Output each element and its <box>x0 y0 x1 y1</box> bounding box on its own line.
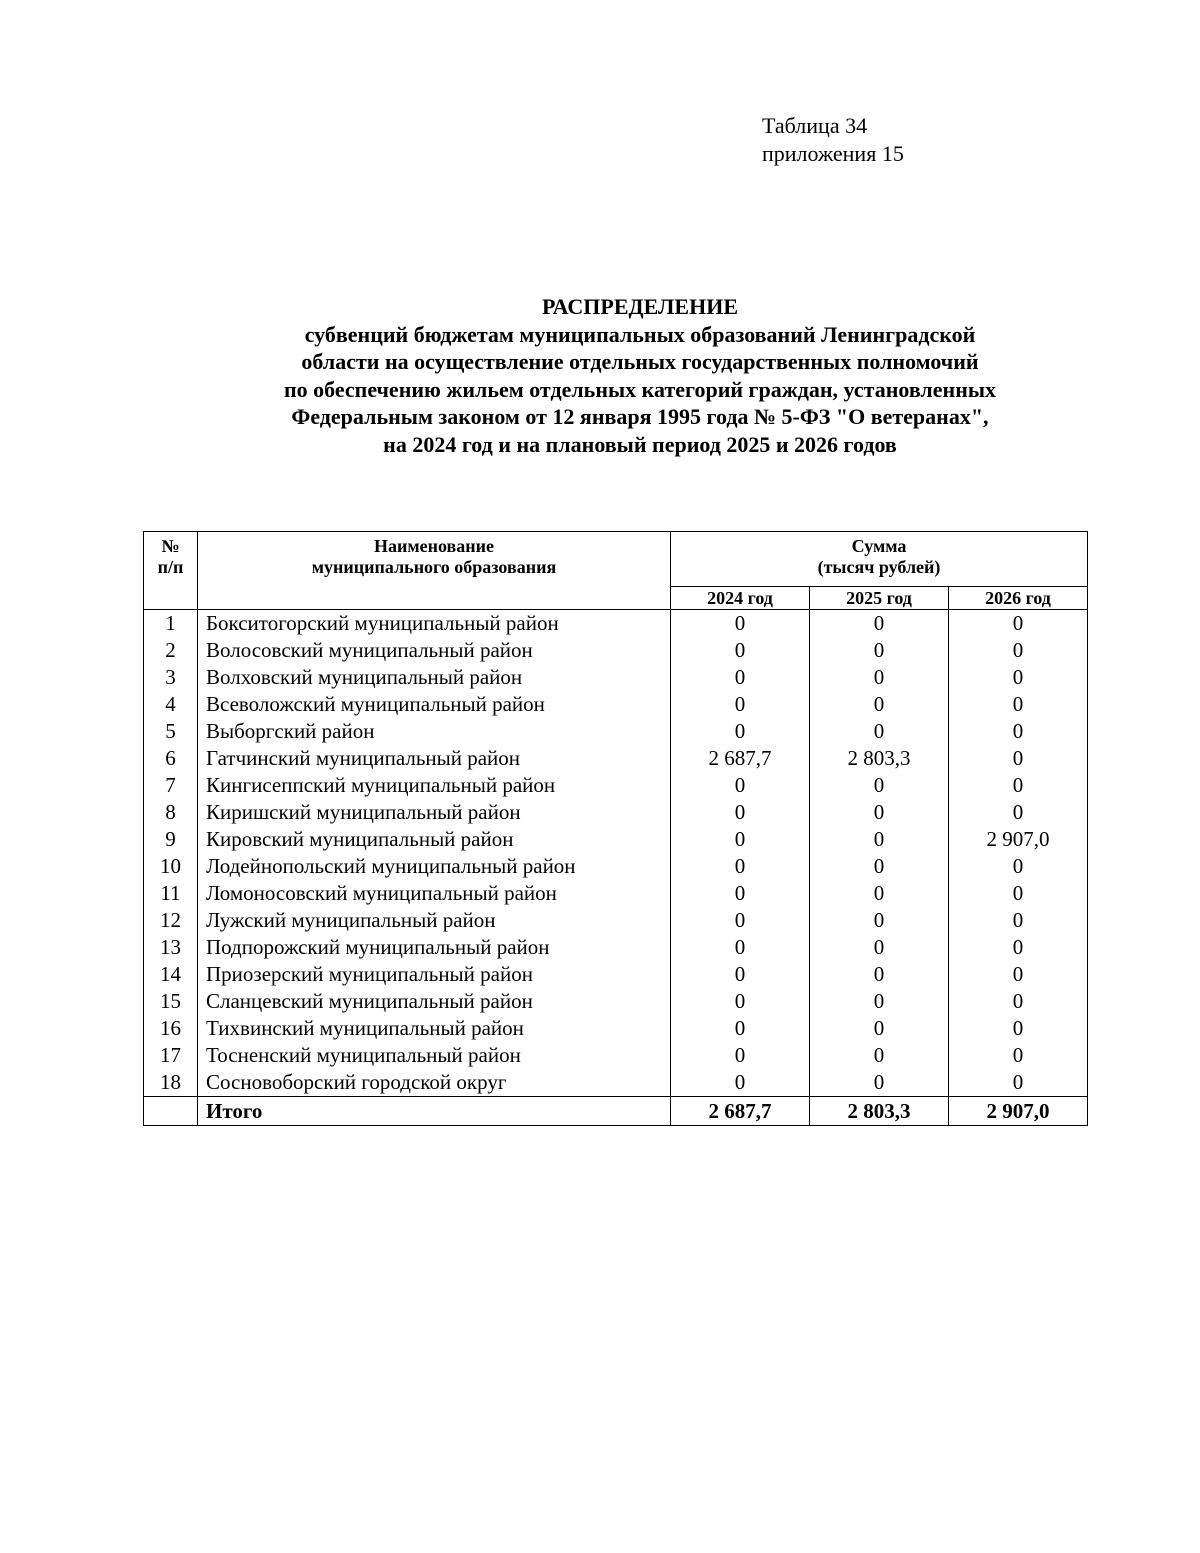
row-municipality: Приозерский муниципальный район <box>198 961 671 988</box>
row-2024: 0 <box>671 610 810 638</box>
table-row <box>144 664 1088 691</box>
row-number: 12 <box>144 907 198 934</box>
row-2026: 0 <box>949 853 1088 880</box>
row-2024: 0 <box>671 691 810 718</box>
row-2025: 0 <box>810 826 949 853</box>
row-number: 10 <box>144 853 198 880</box>
row-2026: 0 <box>949 691 1088 718</box>
table-row <box>144 772 1088 799</box>
row-2026: 0 <box>949 664 1088 691</box>
row-municipality: Киришский муниципальный район <box>198 799 671 826</box>
table-row <box>144 1069 1088 1097</box>
row-2026: 0 <box>949 718 1088 745</box>
row-2024: 0 <box>671 961 810 988</box>
row-number: 2 <box>144 637 198 664</box>
title-line: на 2024 год и на плановый период 2025 и 2026 годов <box>383 431 897 457</box>
row-2025: 0 <box>810 1015 949 1042</box>
row-2026: 0 <box>949 880 1088 907</box>
row-2025: 0 <box>810 637 949 664</box>
header-number-l2: п/п <box>157 557 184 577</box>
row-2025: 0 <box>810 934 949 961</box>
table-row <box>144 1015 1088 1042</box>
appendix-number: приложения 15 <box>762 141 904 166</box>
row-municipality: Всеволожский муниципальный район <box>198 691 671 718</box>
row-2024: 0 <box>671 637 810 664</box>
header-year-2026: 2026 год <box>949 587 1088 610</box>
row-2024: 0 <box>671 1015 810 1042</box>
row-2025: 2 803,3 <box>810 745 949 772</box>
row-2026: 0 <box>949 934 1088 961</box>
header-number-l1: № <box>161 536 180 556</box>
header-year-2025: 2025 год <box>810 587 949 610</box>
row-number: 17 <box>144 1042 198 1069</box>
header-name-l1: Наименование <box>374 536 494 556</box>
row-municipality: Лодейнопольский муниципальный район <box>198 853 671 880</box>
row-2025: 0 <box>810 772 949 799</box>
row-2026: 0 <box>949 961 1088 988</box>
row-2026: 2 907,0 <box>949 826 1088 853</box>
row-2026: 0 <box>949 637 1088 664</box>
row-2025: 0 <box>810 961 949 988</box>
row-2025: 0 <box>810 691 949 718</box>
row-municipality: Гатчинский муниципальный район <box>198 745 671 772</box>
row-municipality: Сосновоборский городской округ <box>198 1069 671 1097</box>
total-2025: 2 803,3 <box>810 1097 949 1126</box>
row-number: 4 <box>144 691 198 718</box>
table-row <box>144 961 1088 988</box>
row-number: 13 <box>144 934 198 961</box>
total-2026: 2 907,0 <box>949 1097 1088 1126</box>
header-year-2024: 2024 год <box>671 587 810 610</box>
row-2024: 0 <box>671 664 810 691</box>
row-2024: 0 <box>671 772 810 799</box>
table-row <box>144 880 1088 907</box>
title-heading: РАСПРЕДЕЛЕНИЕ <box>541 294 738 319</box>
table-row <box>144 1042 1088 1069</box>
row-number: 3 <box>144 664 198 691</box>
table-row <box>144 745 1088 772</box>
row-2026: 0 <box>949 745 1088 772</box>
row-2026: 0 <box>949 799 1088 826</box>
row-municipality: Кировский муниципальный район <box>198 826 671 853</box>
row-number: 1 <box>144 610 198 638</box>
row-2025: 0 <box>810 1042 949 1069</box>
row-2025: 0 <box>810 718 949 745</box>
row-2024: 0 <box>671 718 810 745</box>
row-2025: 0 <box>810 664 949 691</box>
row-2024: 2 687,7 <box>671 745 810 772</box>
row-municipality: Подпорожский муниципальный район <box>198 934 671 961</box>
header-sum <box>671 532 1088 587</box>
row-municipality: Волховский муниципальный район <box>198 664 671 691</box>
row-2025: 0 <box>810 907 949 934</box>
row-municipality: Бокситогорский муниципальный район <box>198 610 671 638</box>
row-2026: 0 <box>949 907 1088 934</box>
table-row <box>144 988 1088 1015</box>
row-2025: 0 <box>810 610 949 638</box>
row-2025: 0 <box>810 880 949 907</box>
title-line: по обеспечению жильем отдельных категорий граждан, установленных <box>283 376 997 402</box>
row-2025: 0 <box>810 853 949 880</box>
row-municipality: Кингисеппский муниципальный район <box>198 772 671 799</box>
header-sum-l2: (тысяч рублей) <box>817 557 941 577</box>
table-row <box>144 691 1088 718</box>
row-2025: 0 <box>810 1069 949 1097</box>
title-line: Федеральным законом от 12 января 1995 года № 5-ФЗ "О ветеранах", <box>291 404 989 429</box>
row-2024: 0 <box>671 934 810 961</box>
header-number <box>144 532 198 610</box>
table-row <box>144 718 1088 745</box>
row-number: 18 <box>144 1069 198 1097</box>
header-name <box>198 532 671 610</box>
table-reference <box>762 112 904 168</box>
row-municipality: Тихвинский муниципальный район <box>198 1015 671 1042</box>
row-number: 14 <box>144 961 198 988</box>
header-sum-l1: Сумма <box>851 536 907 556</box>
table-row <box>144 610 1088 638</box>
table-row <box>144 637 1088 664</box>
row-2024: 0 <box>671 1042 810 1069</box>
row-number: 5 <box>144 718 198 745</box>
row-municipality: Волосовский муниципальный район <box>198 637 671 664</box>
row-2024: 0 <box>671 853 810 880</box>
row-2026: 0 <box>949 610 1088 638</box>
table-number: Таблица 34 <box>762 113 868 138</box>
row-2024: 0 <box>671 988 810 1015</box>
document-title <box>140 293 1140 458</box>
row-2024: 0 <box>671 826 810 853</box>
row-municipality: Лужский муниципальный район <box>198 907 671 934</box>
header-name-l2: муниципального образования <box>311 557 557 577</box>
row-number: 15 <box>144 988 198 1015</box>
row-2026: 0 <box>949 772 1088 799</box>
row-2026: 0 <box>949 1042 1088 1069</box>
table-row <box>144 853 1088 880</box>
row-2024: 0 <box>671 907 810 934</box>
table-row <box>144 826 1088 853</box>
row-2024: 0 <box>671 799 810 826</box>
row-2024: 0 <box>671 1069 810 1097</box>
total-row <box>144 1097 1088 1126</box>
title-line: области на осуществление отдельных государственных полномочий <box>301 349 979 374</box>
row-municipality: Выборгский район <box>198 718 671 745</box>
row-2026: 0 <box>949 1069 1088 1097</box>
row-2024: 0 <box>671 880 810 907</box>
table-row <box>144 907 1088 934</box>
row-municipality: Сланцевский муниципальный район <box>198 988 671 1015</box>
row-2025: 0 <box>810 988 949 1015</box>
total-2024: 2 687,7 <box>671 1097 810 1126</box>
total-label: Итого <box>198 1097 671 1126</box>
table-row <box>144 799 1088 826</box>
row-municipality: Ломоносовский муниципальный район <box>198 880 671 907</box>
row-municipality: Тосненский муниципальный район <box>198 1042 671 1069</box>
row-number: 6 <box>144 745 198 772</box>
row-number: 8 <box>144 799 198 826</box>
row-number: 11 <box>144 880 198 907</box>
distribution-table <box>143 531 1088 1126</box>
total-number-cell <box>144 1097 198 1126</box>
row-number: 16 <box>144 1015 198 1042</box>
table-row <box>144 934 1088 961</box>
title-line: субвенций бюджетам муниципальных образований Ленинградской <box>304 321 976 347</box>
row-2026: 0 <box>949 1015 1088 1042</box>
row-2025: 0 <box>810 799 949 826</box>
row-number: 9 <box>144 826 198 853</box>
row-number: 7 <box>144 772 198 799</box>
row-2026: 0 <box>949 988 1088 1015</box>
